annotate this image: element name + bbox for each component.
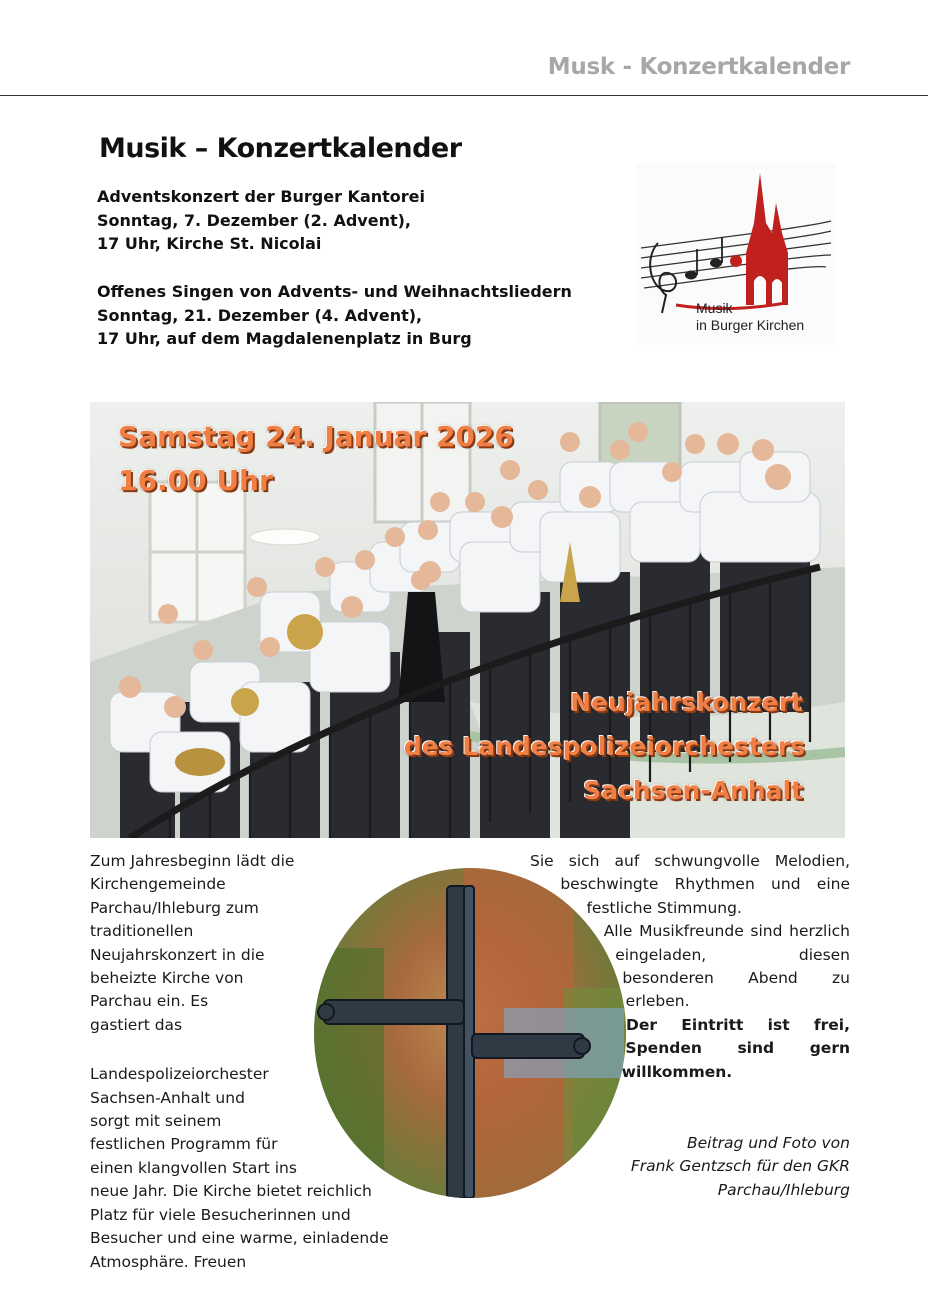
event-date: Sonntag, 21. Dezember (4. Advent),: [97, 305, 423, 325]
event-open-singing: [97, 280, 572, 351]
page-title: Musik – Konzertkalender: [99, 133, 462, 164]
article-text-right-1: Sie sich auf schwungvolle Melodien, beschwingte Rhythmen und eine festliche Stimmung.: [530, 852, 850, 917]
event-advent-concert: [97, 185, 425, 256]
event-date: Sonntag, 7. Dezember (2. Advent),: [97, 210, 411, 230]
event-title: Offenes Singen von Advents- und Weihnachtsliedern: [97, 282, 572, 301]
header-rule: [0, 95, 928, 96]
running-header: Musk - Konzertkalender: [547, 54, 850, 80]
event-time-place: 17 Uhr, auf dem Magdalenenplatz in Burg: [97, 329, 472, 348]
poster-title-line3: Sachsen-Anhalt: [583, 776, 803, 805]
article-text-right-2: Alle Musikfreunde sind herzlich eingeladen, diesen besonderen Abend zu erleben.: [603, 922, 850, 1011]
event-title: Adventskonzert der Burger Kantorei: [97, 187, 426, 206]
event-time-place: 17 Uhr, Kirche St. Nicolai: [97, 234, 322, 253]
article-right-column: [530, 850, 850, 1110]
article-text-left: Zum Jahresbeginn lädt die Kirchengemeinde Parchau/Ihleburg zum traditionellen Neujahrskonzert in die beheizte Kirche von Parchau ein. Es gastiert das Landespolizeiorchester Sachsen-Anhalt und sorgt mit seinem festlichen Programm für einen klangvollen Start ins neue Jahr. Die Kirche bietet reichlich Platz für viele Besucherinnen und Besucher und eine warme, einladende Atmosphäre. Freuen: [90, 852, 389, 1271]
poster-date: Samstag 24. Januar 2026: [118, 420, 514, 453]
article-admission-note: Der Eintritt ist frei, Spenden sind gern willkommen.: [621, 1015, 850, 1081]
poster-time: 16.00 Uhr: [118, 464, 273, 497]
logo-text: Musik in Burger Kirchen: [696, 300, 805, 333]
article: [90, 850, 850, 1271]
article-left-column: [90, 850, 410, 1274]
music-in-churches-logo: [636, 163, 836, 345]
concert-poster-photo: [90, 402, 845, 838]
article-credit: Beitrag und Foto von Frank Gentzsch für den GKR Parchau/Ihleburg: [630, 1134, 850, 1199]
poster-title-line2: des Landespolizeiorchesters: [403, 732, 805, 761]
poster-title-line1: Neujahrskonzert: [570, 688, 803, 717]
